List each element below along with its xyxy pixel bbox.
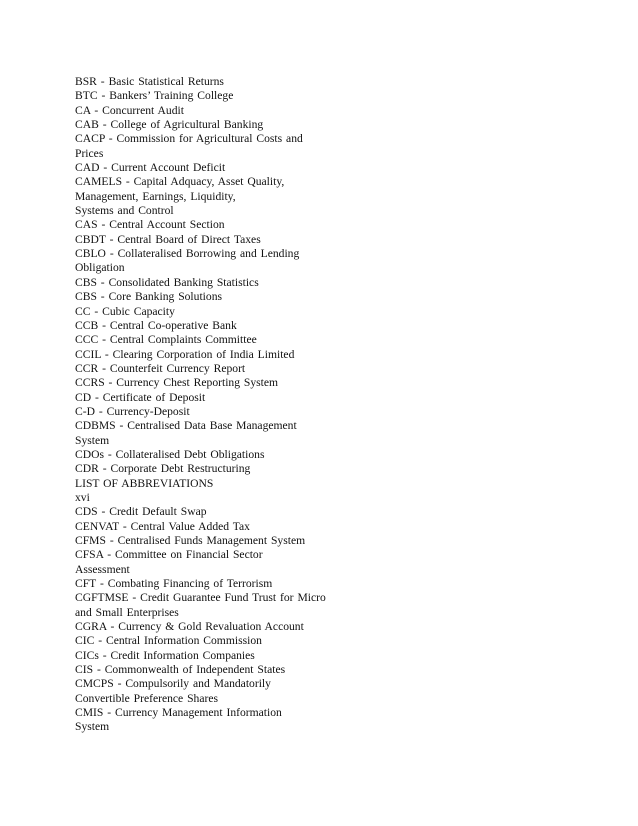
- abbreviation-line: CENVAT - Central Value Added Tax: [75, 519, 250, 533]
- abbreviation-line: Assessment: [75, 562, 130, 576]
- abbreviation-line: CDS - Credit Default Swap: [75, 505, 207, 519]
- abbreviation-line: CCRS - Currency Chest Reporting System: [75, 376, 279, 390]
- abbreviation-line: CFT - Combating Financing of Terrorism: [75, 577, 273, 591]
- abbreviation-line: Obligation: [75, 261, 125, 275]
- abbreviation-line: CCC - Central Complaints Committee: [75, 333, 257, 347]
- abbreviation-line: System: [75, 720, 110, 734]
- abbreviation-line: CCIL - Clearing Corporation of India Limited: [75, 347, 295, 361]
- abbreviation-line: xvi: [75, 490, 90, 504]
- abbreviation-line: C-D - Currency-Deposit: [75, 404, 190, 418]
- abbreviation-line: CC - Cubic Capacity: [75, 304, 175, 318]
- abbreviation-line: CBS - Core Banking Solutions: [75, 290, 223, 304]
- abbreviation-line: CICs - Credit Information Companies: [75, 648, 255, 662]
- abbreviation-line: Prices: [75, 146, 104, 160]
- abbreviation-line: CMCPS - Compulsorily and Mandatorily: [75, 677, 271, 691]
- abbreviation-line: CD - Certificate of Deposit: [75, 390, 206, 404]
- abbreviation-line: CAD - Current Account Deficit: [75, 161, 226, 175]
- abbreviation-line: BSR - Basic Statistical Returns: [75, 75, 224, 88]
- abbreviation-line: CMIS - Currency Management Information: [75, 706, 282, 720]
- abbreviation-line: CCR - Counterfeit Currency Report: [75, 361, 246, 375]
- abbreviation-line: CGFTMSE - Credit Guarantee Fund Trust for Micro: [75, 591, 326, 605]
- abbreviation-line: System: [75, 433, 110, 447]
- abbreviation-line: CIC - Central Information Commission: [75, 634, 262, 648]
- abbreviation-list: [75, 75, 326, 735]
- abbreviation-line: CFSA - Committee on Financial Sector: [75, 548, 263, 562]
- abbreviation-line: CAMELS - Capital Adquacy, Asset Quality,: [75, 175, 285, 189]
- abbreviation-line: CBDT - Central Board of Direct Taxes: [75, 232, 261, 246]
- abbreviation-line: CCB - Central Co-operative Bank: [75, 318, 237, 332]
- abbreviation-line: CDOs - Collateralised Debt Obligations: [75, 447, 265, 461]
- abbreviation-line: CFMS - Centralised Funds Management System: [75, 534, 306, 547]
- abbreviation-line: CACP - Commission for Agricultural Costs and: [75, 132, 303, 146]
- abbreviation-line: CA - Concurrent Audit: [75, 103, 184, 117]
- abbreviation-line: CAS - Central Account Section: [75, 218, 225, 232]
- abbreviation-line: CDBMS - Centralised Data Base Management: [75, 419, 297, 433]
- abbreviation-line: LIST OF ABBREVIATIONS: [75, 476, 214, 490]
- abbreviation-line: CBLO - Collateralised Borrowing and Lending: [75, 247, 300, 261]
- abbreviation-line: Convertible Preference Shares: [75, 691, 218, 705]
- abbreviation-line: Systems and Control: [75, 204, 174, 218]
- abbreviation-line: CGRA - Currency & Gold Revaluation Account: [75, 620, 304, 634]
- abbreviation-line: CAB - College of Agricultural Banking: [75, 118, 264, 132]
- abbreviation-line: CBS - Consolidated Banking Statistics: [75, 275, 259, 289]
- abbreviation-line: BTC - Bankers’ Training College: [75, 89, 234, 103]
- abbreviation-line: CDR - Corporate Debt Restructuring: [75, 462, 251, 476]
- abbreviation-line: CIS - Commonwealth of Independent States: [75, 663, 286, 677]
- abbreviation-line: and Small Enterprises: [75, 605, 179, 619]
- abbreviation-line: Management, Earnings, Liquidity,: [75, 189, 236, 203]
